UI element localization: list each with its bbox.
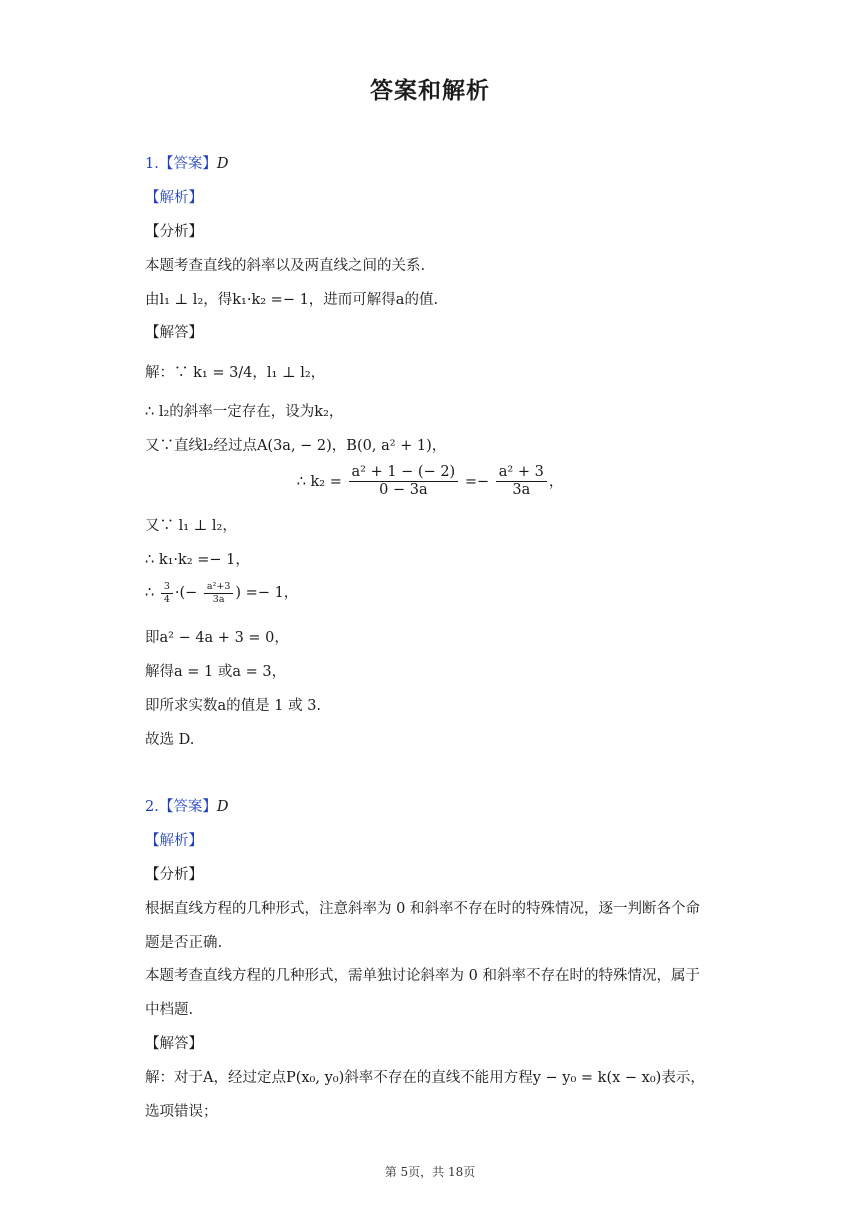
q1-step-4-equation [0,464,860,500]
q2-number: 2. [145,799,159,815]
small-fraction-1-denominator: 4 [163,593,170,605]
q1-answer: D [216,156,229,172]
q1-jiexi-heading: 【解析】 [145,190,203,206]
fraction-2-numerator: a² + 3 [496,464,547,482]
q2-fenxi-p2a: 本题考查直线方程的几种形式，需单独讨论斜率为 0 和斜率不存在时的特殊情况，属于 [145,968,700,984]
q1-answer-line [145,152,228,173]
q1-step-10: 即所求实数a的值是 1 或 3. [145,698,322,714]
q1-step-11: 故选 D. [145,732,195,748]
q1-step-7 [145,581,298,605]
q1-answer-label: 【答案】 [158,156,217,172]
q1-jieda-heading: 【解答】 [145,325,203,341]
q2-answer-line [145,795,228,816]
small-fraction-2-denominator: 3a [212,593,225,605]
small-fraction-2-numerator: a²+3 [204,581,233,593]
fraction-1-numerator: a² + 1 − (− 2) [349,464,459,482]
q1-step-8: 即a² − 4a + 3 = 0， [145,630,289,646]
q2-fenxi-p1a: 根据直线方程的几种形式，注意斜率为 0 和斜率不存在时的特殊情况，逐一判断各个命 [145,901,700,917]
page-title: 答案和解析 [370,78,490,104]
q1-step-3: 又∵直线l₂经过点A(3a, − 2)，B(0, a² + 1)， [145,438,447,454]
q2-jieda-heading: 【解答】 [145,1036,203,1052]
step7-end: ) =− 1， [235,585,299,601]
q1-step-2: ∴ l₂的斜率一定存在，设为k₂， [145,404,344,420]
step7-mid: ·(− [174,585,198,601]
fraction-1 [349,464,459,500]
small-fraction-1 [161,581,173,605]
small-fraction-2 [204,581,233,605]
q1-number: 1. [145,156,159,172]
fraction-2-denominator: 3a [512,482,531,499]
q2-fenxi-p2b: 中档题. [145,1002,194,1018]
q2-step-1: 解：对于A，经过定点P(x₀, y₀)斜率不存在的直线不能用方程y − y₀ = k(x − x₀)表示， [145,1070,705,1086]
q1-fenxi-heading: 【分析】 [145,224,203,240]
fraction-1-denominator: 0 − 3a [379,482,428,499]
q2-answer: D [216,799,229,815]
q2-answer-label: 【答案】 [158,799,217,815]
q1-fenxi-p2: 由l₁ ⊥ l₂，得k₁·k₂ =− 1，进而可解得a的值. [145,292,439,308]
eq-lhs: ∴ k₂ = [296,473,342,490]
eq-mid: =− [464,473,490,490]
step7-prefix: ∴ [145,585,155,601]
q2-step-2: 选项错误； [145,1104,218,1120]
q1-step-9: 解得a = 1 或a = 3， [145,664,287,680]
q1-step-6: ∴ k₁·k₂ =− 1， [145,552,250,568]
small-fraction-1-numerator: 3 [161,581,173,593]
eq-end: ， [548,473,564,490]
q2-jiexi-heading: 【解析】 [145,833,203,849]
fraction-2 [496,464,547,500]
q1-fenxi-p1: 本题考查直线的斜率以及两直线之间的关系. [145,258,426,274]
q1-step-5: 又∵ l₁ ⊥ l₂， [145,518,237,534]
page-footer: 第 5页，共 18页 [384,1165,476,1179]
q2-fenxi-heading: 【分析】 [145,867,203,883]
q2-fenxi-p1b: 题是否正确. [145,935,223,951]
q1-step-1: 解：∵ k₁ = 3/4，l₁ ⊥ l₂， [145,365,326,381]
